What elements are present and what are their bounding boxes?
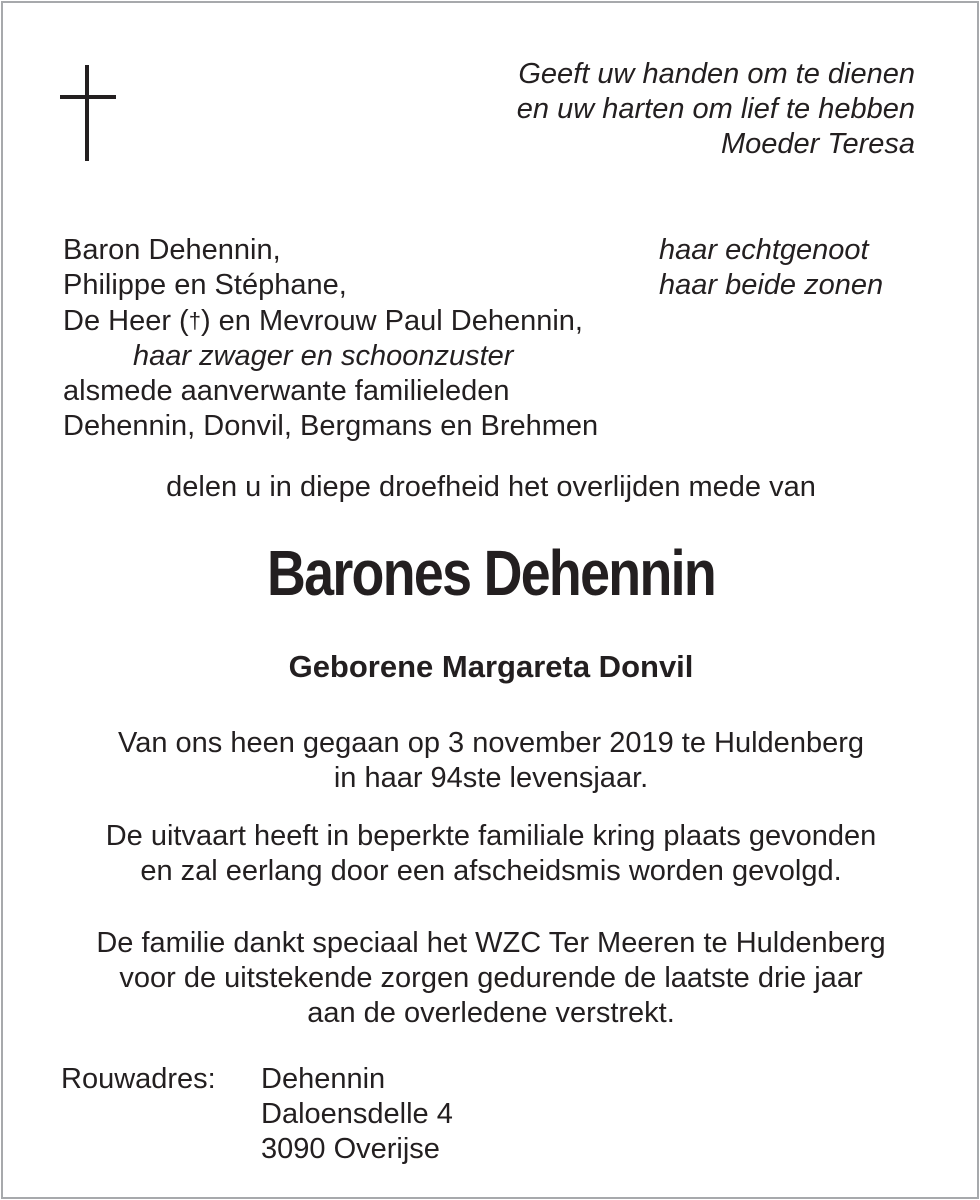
thanks-line-1: De familie dankt speciaal het WZC Ter Meeren te Huldenberg — [96, 927, 886, 959]
mourner-role-2: haar beide zonen — [659, 269, 884, 301]
address-line-2: Daloensdelle 4 — [261, 1098, 453, 1130]
address-line-1: Dehennin — [261, 1063, 386, 1095]
funeral-line-1: De uitvaart heeft in beperkte familiale kring plaats gevonden — [105, 820, 877, 852]
mourner-line-3-prefix: De Heer ( — [63, 305, 189, 337]
funeral-line-2: en zal eerlang door een afscheidsmis worden gevolgd. — [140, 855, 842, 887]
deceased-name: Barones Dehennin — [266, 537, 716, 609]
mourner-line-1: Baron Dehennin, — [63, 234, 281, 266]
mourner-line-4: haar zwager en schoonzuster — [133, 340, 514, 372]
mourner-line-3-suffix: ) en Mevrouw Paul Dehennin, — [200, 305, 583, 337]
mourner-line-2: Philippe en Stéphane, — [63, 269, 347, 301]
passing-paragraph — [3, 726, 979, 796]
address-label: Rouwadres: — [61, 1063, 216, 1095]
deceased-birth-name: Geborene Margareta Donvil — [288, 649, 694, 684]
announcement-text: delen u in diepe droefheid het overlijden mede van — [166, 471, 816, 503]
mourners-list — [63, 233, 598, 444]
passing-line-2: in haar 94ste levensjaar. — [333, 762, 649, 794]
thanks-paragraph — [3, 926, 979, 1031]
address-line-3: 3090 Overijse — [261, 1133, 440, 1165]
quote-author: Moeder Teresa — [721, 128, 915, 160]
mourner-line-6: Dehennin, Donvil, Bergmans en Brehmen — [63, 410, 599, 442]
obituary-card — [1, 1, 979, 1199]
cross-icon — [85, 65, 89, 161]
mourner-role-1: haar echtgenoot — [659, 234, 869, 266]
funeral-paragraph — [3, 819, 979, 889]
thanks-line-2: voor de uitstekende zorgen gedurende de laatste drie jaar — [119, 962, 863, 994]
thanks-line-3: aan de overledene verstrekt. — [307, 997, 675, 1029]
mourner-line-5: alsmede aanverwante familieleden — [63, 375, 510, 407]
passing-line-1: Van ons heen gegaan op 3 november 2019 te Huldenberg — [118, 727, 864, 759]
announcement — [3, 470, 979, 505]
cross-icon-bar — [60, 95, 116, 99]
deceased-cross-icon: † — [188, 308, 201, 333]
quote-line-1: Geeft uw handen om te dienen — [518, 58, 915, 90]
quote-block — [517, 57, 915, 162]
address-block — [261, 1062, 453, 1167]
quote-line-2: en uw harten om lief te hebben — [516, 93, 915, 125]
mourner-line-3 — [63, 303, 598, 339]
